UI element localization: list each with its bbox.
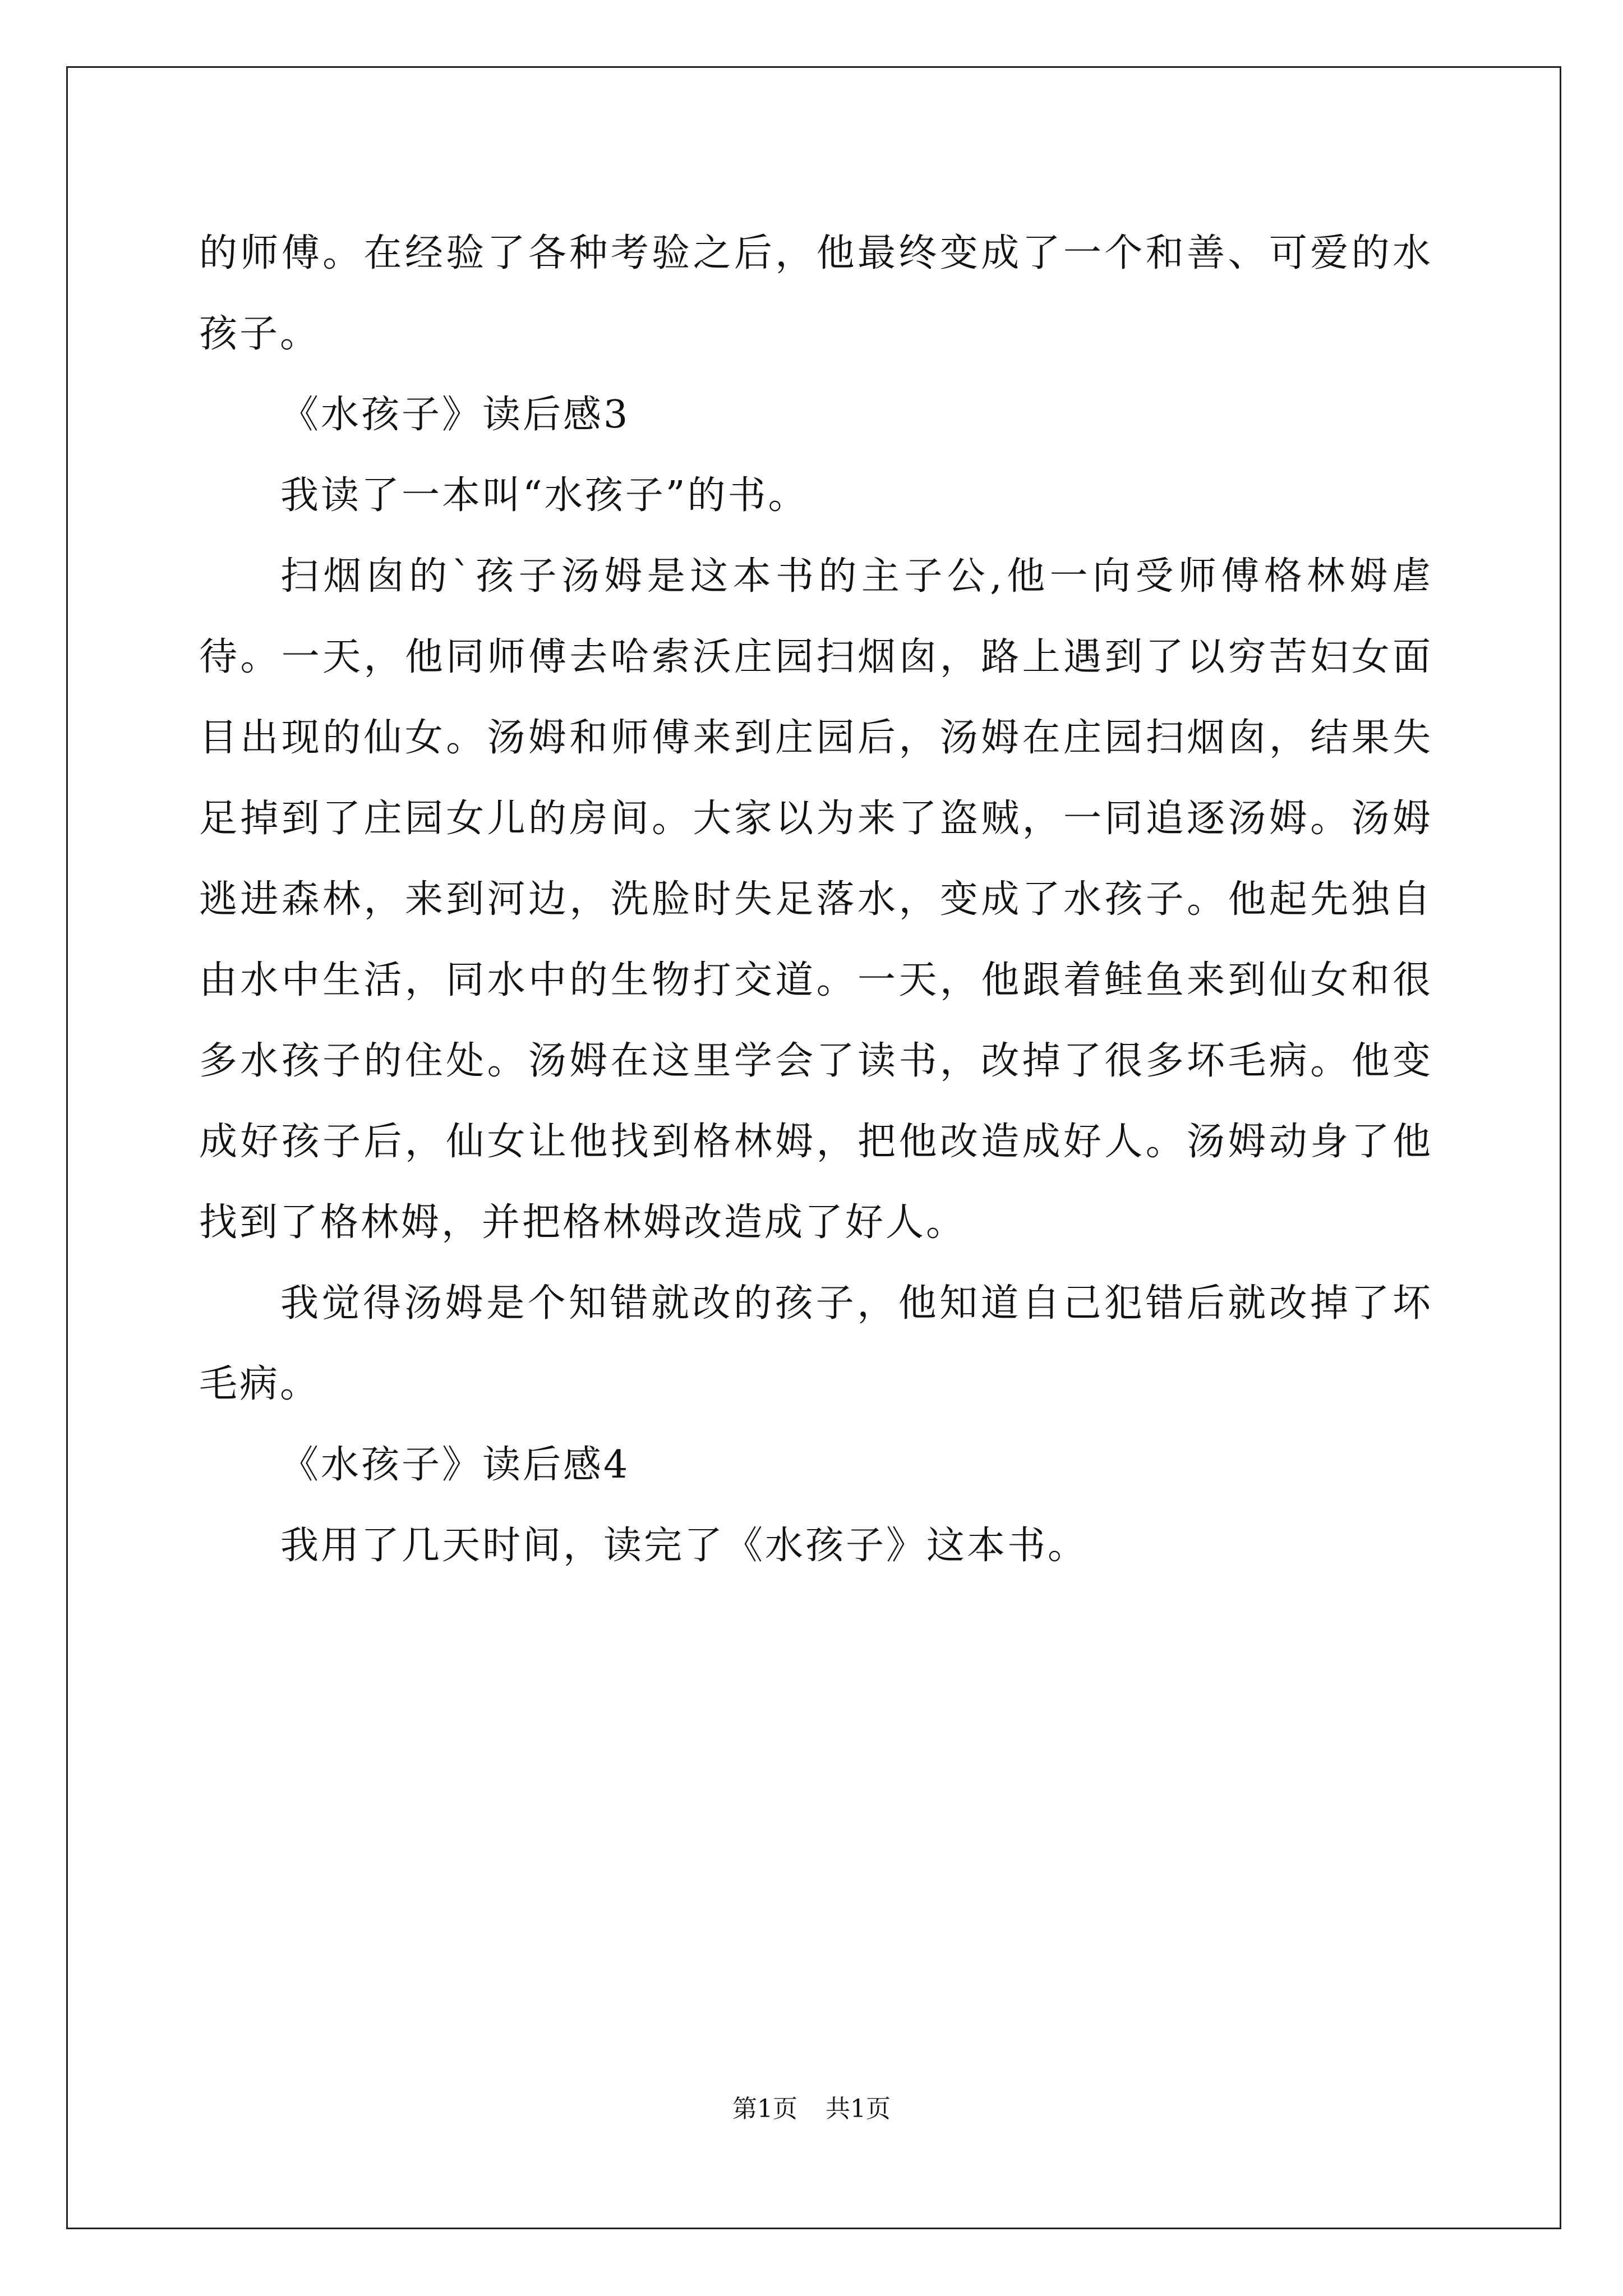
section-heading-4: 《水孩子》读后感4 — [280, 1443, 630, 1487]
document-body — [199, 213, 1433, 1586]
page-total: 共1页 — [826, 2095, 891, 2123]
page-footer — [0, 2092, 1623, 2126]
paragraph-intro: 我读了一本叫“水孩子”的书。 — [280, 473, 809, 518]
page-number: 第1页 — [732, 2095, 797, 2123]
paragraph-summary: 扫烟囱的`孩子汤姆是这本书的主子公,他一向受师傅格林姆虐待。一天，他同师傅去哈索沃庄园扫烟囱，路上遇到了以穷苦妇女面目出现的仙女。汤姆和师傅来到庄园后，汤姆在庄园扫烟囱，结果失足掉到了庄园女儿的房间。大家以为来了盗贼，一同追逐汤姆。汤姆逃进森林，来到河边，洗脸时失足落水，变成了水孩子。他起先独自由水中生活，同水中的生物打交道。一天，他跟着鲑鱼来到仙女和很多水孩子的住处。汤姆在这里学会了读书，改掉了很多坏毛病。他变成好孩子后，仙女让他找到格林姆，把他改造成好人。汤姆动身了他找到了格林姆，并把格林姆改造成了好人。 — [199, 554, 1433, 1245]
paragraph-opening: 我用了几天时间，读完了《水孩子》这本书。 — [280, 1524, 1089, 1568]
paragraph-continuation: 的师傅。在经验了各种考验之后，他最终变成了一个和善、可爱的水孩子。 — [199, 231, 1433, 356]
section-heading-3: 《水孩子》读后感3 — [280, 393, 630, 437]
paragraph-reflection: 我觉得汤姆是个知错就改的孩子，他知道自己犯错后就改掉了坏毛病。 — [199, 1281, 1433, 1406]
